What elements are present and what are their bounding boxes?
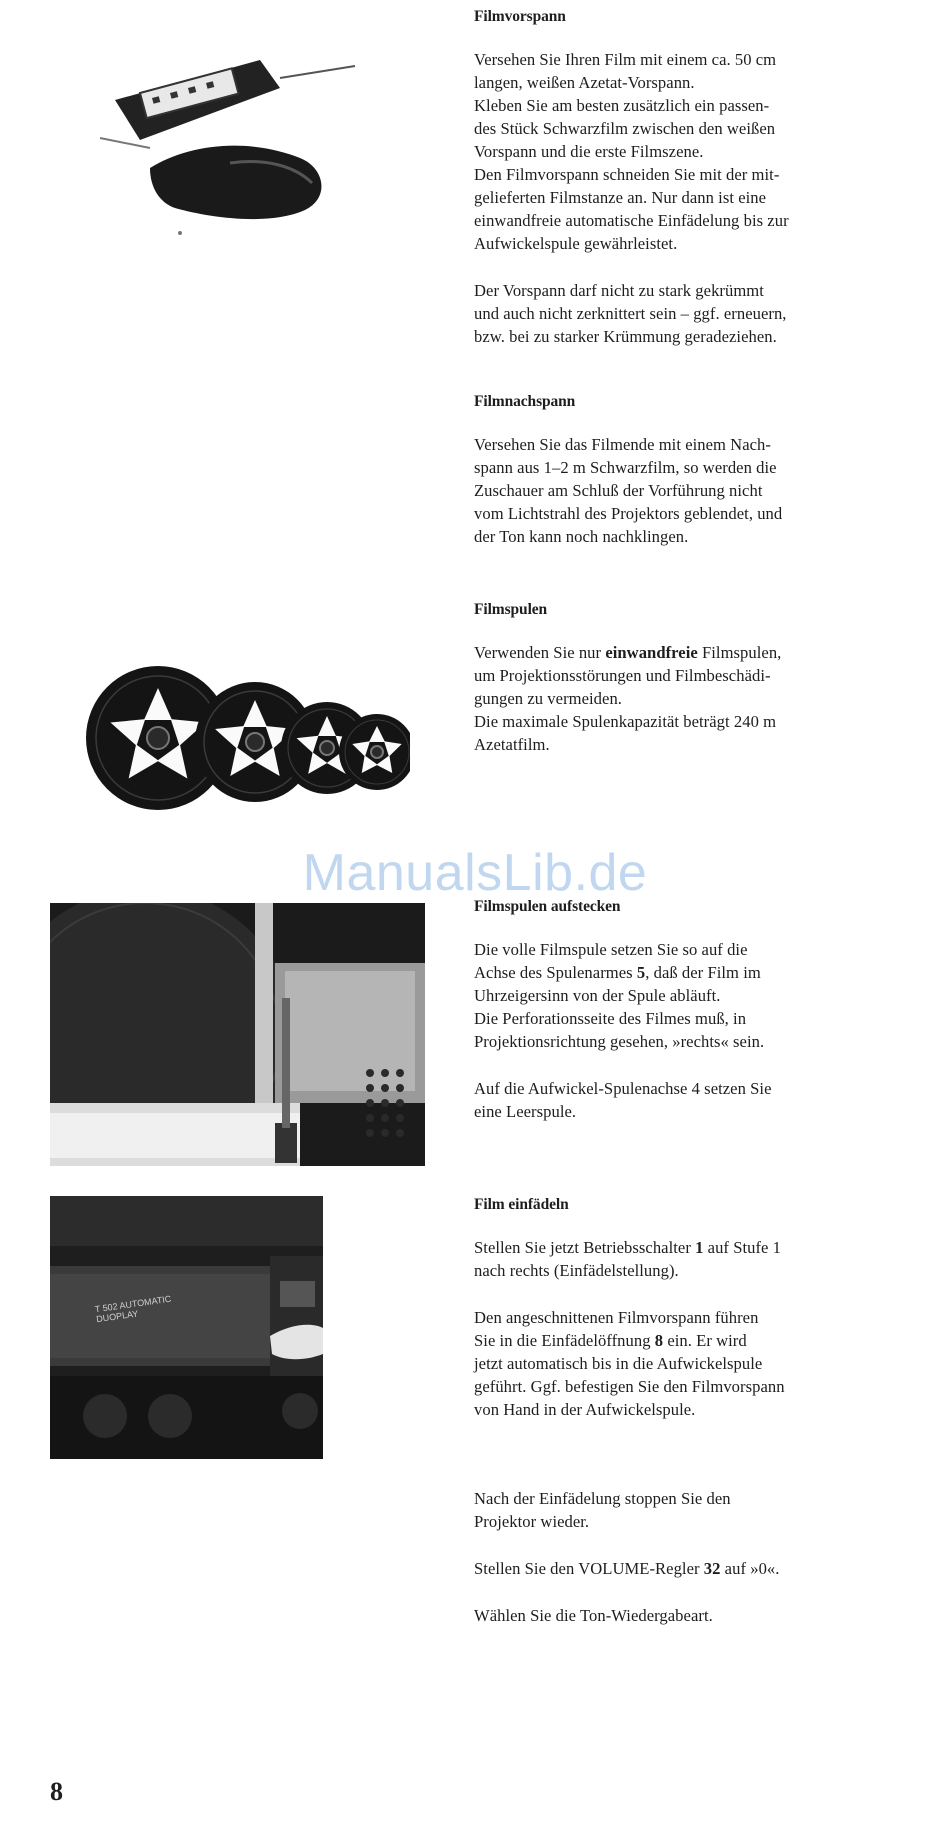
emphasis: 5 bbox=[636, 963, 646, 982]
text-line: Kleben Sie am besten zusätzlich ein passen- bbox=[474, 96, 770, 115]
paragraph bbox=[474, 938, 894, 1053]
film-reels-photo bbox=[80, 660, 410, 810]
text-line: vom Lichtstrahl des Projektors geblendet, und bbox=[474, 504, 783, 523]
paragraph bbox=[474, 641, 894, 756]
heading-film-einfaedeln: Film einfädeln bbox=[474, 1196, 569, 1213]
text-line: um Projektionsstörungen und Filmbeschädi- bbox=[474, 666, 771, 685]
text-line: Die volle Filmspule setzen Sie so auf die bbox=[474, 940, 748, 959]
text-line: gelieferten Filmstanze an. Nur dann ist eine bbox=[474, 188, 767, 207]
text-line: Uhrzeigersinn von der Spule abläuft. bbox=[474, 986, 721, 1005]
page-number: 8 bbox=[50, 1777, 63, 1806]
text-line: Wählen Sie die Ton-Wiedergabeart. bbox=[474, 1606, 713, 1625]
paragraph bbox=[474, 1306, 894, 1421]
text-line: langen, weißen Azetat-Vorspann. bbox=[474, 73, 695, 92]
section-filmspulen-aufstecken bbox=[474, 897, 894, 1147]
text-line bbox=[474, 1557, 894, 1580]
paragraph bbox=[474, 1487, 894, 1533]
text-line: nach rechts (Einfädelstellung). bbox=[474, 1261, 679, 1280]
paragraph bbox=[474, 1236, 894, 1282]
text-line: Azetatfilm. bbox=[474, 735, 550, 754]
emphasis: 32 bbox=[703, 1559, 721, 1578]
paragraph bbox=[474, 1077, 894, 1123]
text-line: Den angeschnittenen Filmvorspann führen bbox=[474, 1308, 759, 1327]
text-fragment: , daß der Film im bbox=[645, 963, 761, 982]
section-filmvorspann bbox=[474, 7, 894, 372]
text-line bbox=[474, 961, 894, 984]
heading-filmspulen-aufstecken: Filmspulen aufstecken bbox=[474, 898, 621, 915]
text-fragment: Auf die Aufwickel-Spulenachse bbox=[474, 1079, 692, 1098]
emphasis: 1 bbox=[695, 1238, 704, 1257]
film-threading-photo bbox=[50, 1196, 323, 1459]
section-filmnachspann bbox=[474, 392, 894, 572]
text-line: Versehen Sie Ihren Film mit einem ca. 50 cm bbox=[474, 50, 777, 69]
section-nach-einfaedelung bbox=[474, 1487, 894, 1651]
text-line: des Stück Schwarzfilm zwischen den weißen bbox=[474, 119, 776, 138]
heading-filmvorspann: Filmvorspann bbox=[474, 8, 566, 25]
text-line: Zuschauer am Schluß der Vorführung nicht bbox=[474, 481, 763, 500]
paragraph bbox=[474, 48, 894, 255]
emphasis: 8 bbox=[654, 1331, 664, 1350]
paragraph bbox=[474, 1604, 894, 1627]
text-line: Der Vorspann darf nicht zu stark gekrümmt bbox=[474, 281, 764, 300]
text-line: Die maximale Spulenkapazität beträgt 240 m bbox=[474, 712, 777, 731]
text-line: spann aus 1–2 m Schwarzfilm, so werden die bbox=[474, 458, 777, 477]
text-fragment: Stellen Sie den VOLUME-Regler bbox=[474, 1559, 704, 1578]
text-line: Die Perforationsseite des Filmes muß, in bbox=[474, 1009, 747, 1028]
text-line: von Hand in der Aufwickelspule. bbox=[474, 1400, 696, 1419]
text-line: gungen zu vermeiden. bbox=[474, 689, 622, 708]
text-line bbox=[474, 1236, 894, 1259]
text-line bbox=[474, 1077, 894, 1100]
text-line: einwandfreie automatische Einfädelung bis zur bbox=[474, 211, 789, 230]
text-line: und auch nicht zerknittert sein – ggf. erneuern, bbox=[474, 304, 787, 323]
text-line: jetzt automatisch bis in die Aufwickelspule bbox=[474, 1354, 763, 1373]
paragraph bbox=[474, 279, 894, 348]
text-line: Projektor wieder. bbox=[474, 1512, 590, 1531]
emphasis: 4 bbox=[691, 1079, 700, 1098]
text-line: Den Filmvorspann schneiden Sie mit der mit- bbox=[474, 165, 780, 184]
text-fragment: Stellen Sie jetzt Betriebsschalter bbox=[474, 1238, 696, 1257]
text-line bbox=[474, 641, 894, 664]
film-leader-photo bbox=[80, 48, 380, 238]
text-fragment: auf Stufe 1 bbox=[703, 1238, 782, 1257]
section-filmspulen bbox=[474, 600, 894, 780]
section-film-einfaedeln bbox=[474, 1195, 894, 1445]
watermark: ManualsLib.de bbox=[302, 844, 648, 902]
device-label: T 502 AUTOMATIC DUOPLAY bbox=[94, 1293, 172, 1325]
heading-filmspulen: Filmspulen bbox=[474, 601, 548, 618]
text-line: geführt. Ggf. befestigen Sie den Filmvorspann bbox=[474, 1377, 785, 1396]
text-fragment: auf »0«. bbox=[720, 1559, 780, 1578]
text-fragment: ein. Er wird bbox=[663, 1331, 747, 1350]
text-fragment: setzen Sie bbox=[699, 1079, 772, 1098]
text-fragment: Achse des Spulenarmes bbox=[474, 963, 637, 982]
text-line: bzw. bei zu starker Krümmung geradeziehen. bbox=[474, 327, 777, 346]
text-fragment: Verwenden Sie nur bbox=[474, 643, 606, 662]
text-line: der Ton kann noch nachklingen. bbox=[474, 527, 689, 546]
paragraph bbox=[474, 433, 894, 548]
emphasis: einwandfreie bbox=[605, 643, 698, 662]
text-line: eine Leerspule. bbox=[474, 1102, 577, 1121]
text-fragment: Filmspulen, bbox=[697, 643, 782, 662]
text-line: Nach der Einfädelung stoppen Sie den bbox=[474, 1489, 731, 1508]
text-line: Aufwickelspule gewährleistet. bbox=[474, 234, 678, 253]
reel-mounting-photo bbox=[50, 903, 425, 1166]
text-line: Versehen Sie das Filmende mit einem Nach- bbox=[474, 435, 771, 454]
paragraph bbox=[474, 1557, 894, 1580]
text-fragment: Sie in die Einfädelöffnung bbox=[474, 1331, 655, 1350]
text-line: Projektionsrichtung gesehen, »rechts« sein. bbox=[474, 1032, 765, 1051]
heading-filmnachspann: Filmnachspann bbox=[474, 393, 576, 410]
text-line: Vorspann und die erste Filmszene. bbox=[474, 142, 704, 161]
text-line bbox=[474, 1329, 894, 1352]
